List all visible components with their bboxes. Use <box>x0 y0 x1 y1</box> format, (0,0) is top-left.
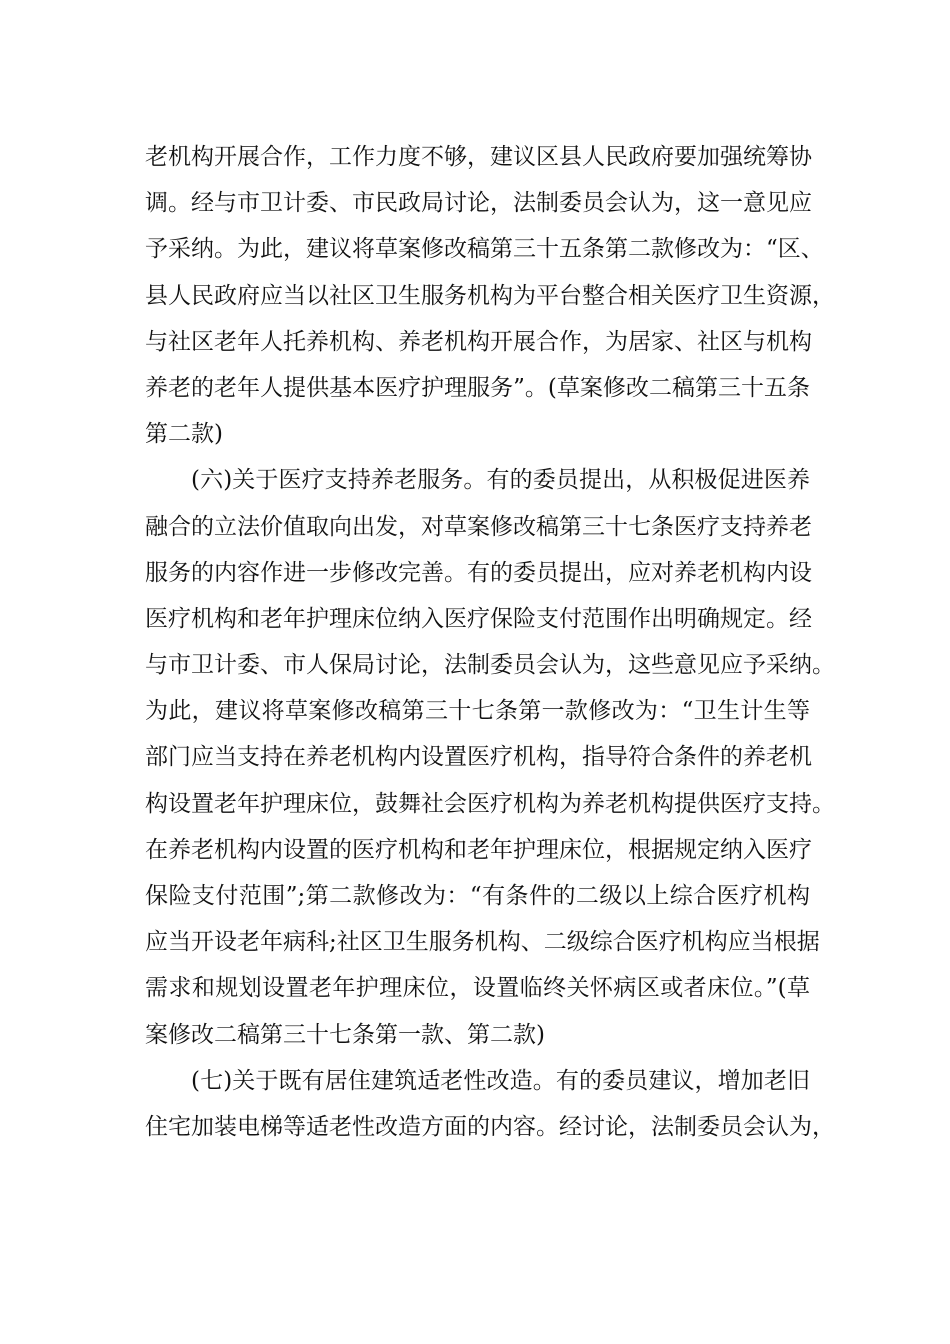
text-line: 在养老机构内设置的医疗机构和老年护理床位，根据规定纳入医疗 <box>145 836 812 863</box>
text-line: 部门应当支持在养老机构内设置医疗机构，指导符合条件的养老机 <box>145 744 812 771</box>
text-line: 融合的立法价值取向出发，对草案修改稿第三十七条医疗支持养老 <box>145 513 812 540</box>
text-line: 应当开设老年病科;社区卫生服务机构、二级综合医疗机构应当根据 <box>145 929 820 956</box>
text-line: 需求和规划设置老年护理床位，设置临终关怀病区或者床位。”(草 <box>145 975 810 1002</box>
text-line: 第二款) <box>145 421 223 448</box>
text-line: 老机构开展合作，工作力度不够，建议区县人民政府要加强统筹协 <box>145 144 812 170</box>
text-line: 养老的老年人提供基本医疗护理服务”。(草案修改二稿第三十五条 <box>145 374 810 401</box>
text-line: 调。经与市卫计委、市民政局讨论，法制委员会认为，这一意见应 <box>145 190 812 217</box>
text-line: 构设置老年护理床位，鼓舞社会医疗机构为养老机构提供医疗支持。 <box>145 790 835 817</box>
text-line: 为此，建议将草案修改稿第三十七条第一款修改为：“卫生计生等 <box>145 698 810 725</box>
text-line: 住宅加装电梯等适老性改造方面的内容。经讨论，法制委员会认为， <box>145 1113 835 1140</box>
text-line: 与市卫计委、市人保局讨论，法制委员会认为，这些意见应予采纳。 <box>145 652 835 679</box>
body-text <box>145 134 835 1150</box>
text-line: 与社区老年人托养机构、养老机构开展合作，为居家、社区与机构 <box>145 328 812 355</box>
paragraph-start-line: (六)关于医疗支持养老服务。有的委员提出，从积极促进医养 <box>191 467 810 494</box>
text-line: 医疗机构和老年护理床位纳入医疗保险支付范围作出明确规定。经 <box>145 605 812 632</box>
text-line: 服务的内容作进一步修改完善。有的委员提出，应对养老机构内设 <box>145 559 812 586</box>
text-line: 案修改二稿第三十七条第一款、第二款) <box>145 1021 545 1048</box>
text-line: 保险支付范围”;第二款修改为：“有条件的二级以上综合医疗机构 <box>145 883 810 909</box>
text-line: 县人民政府应当以社区卫生服务机构为平台整合相关医疗卫生资源， <box>145 282 835 309</box>
paragraph-start-line: (七)关于既有居住建筑适老性改造。有的委员建议，增加老旧 <box>191 1067 810 1094</box>
text-line: 予采纳。为此，建议将草案修改稿第三十五条第二款修改为：“区、 <box>145 236 824 263</box>
